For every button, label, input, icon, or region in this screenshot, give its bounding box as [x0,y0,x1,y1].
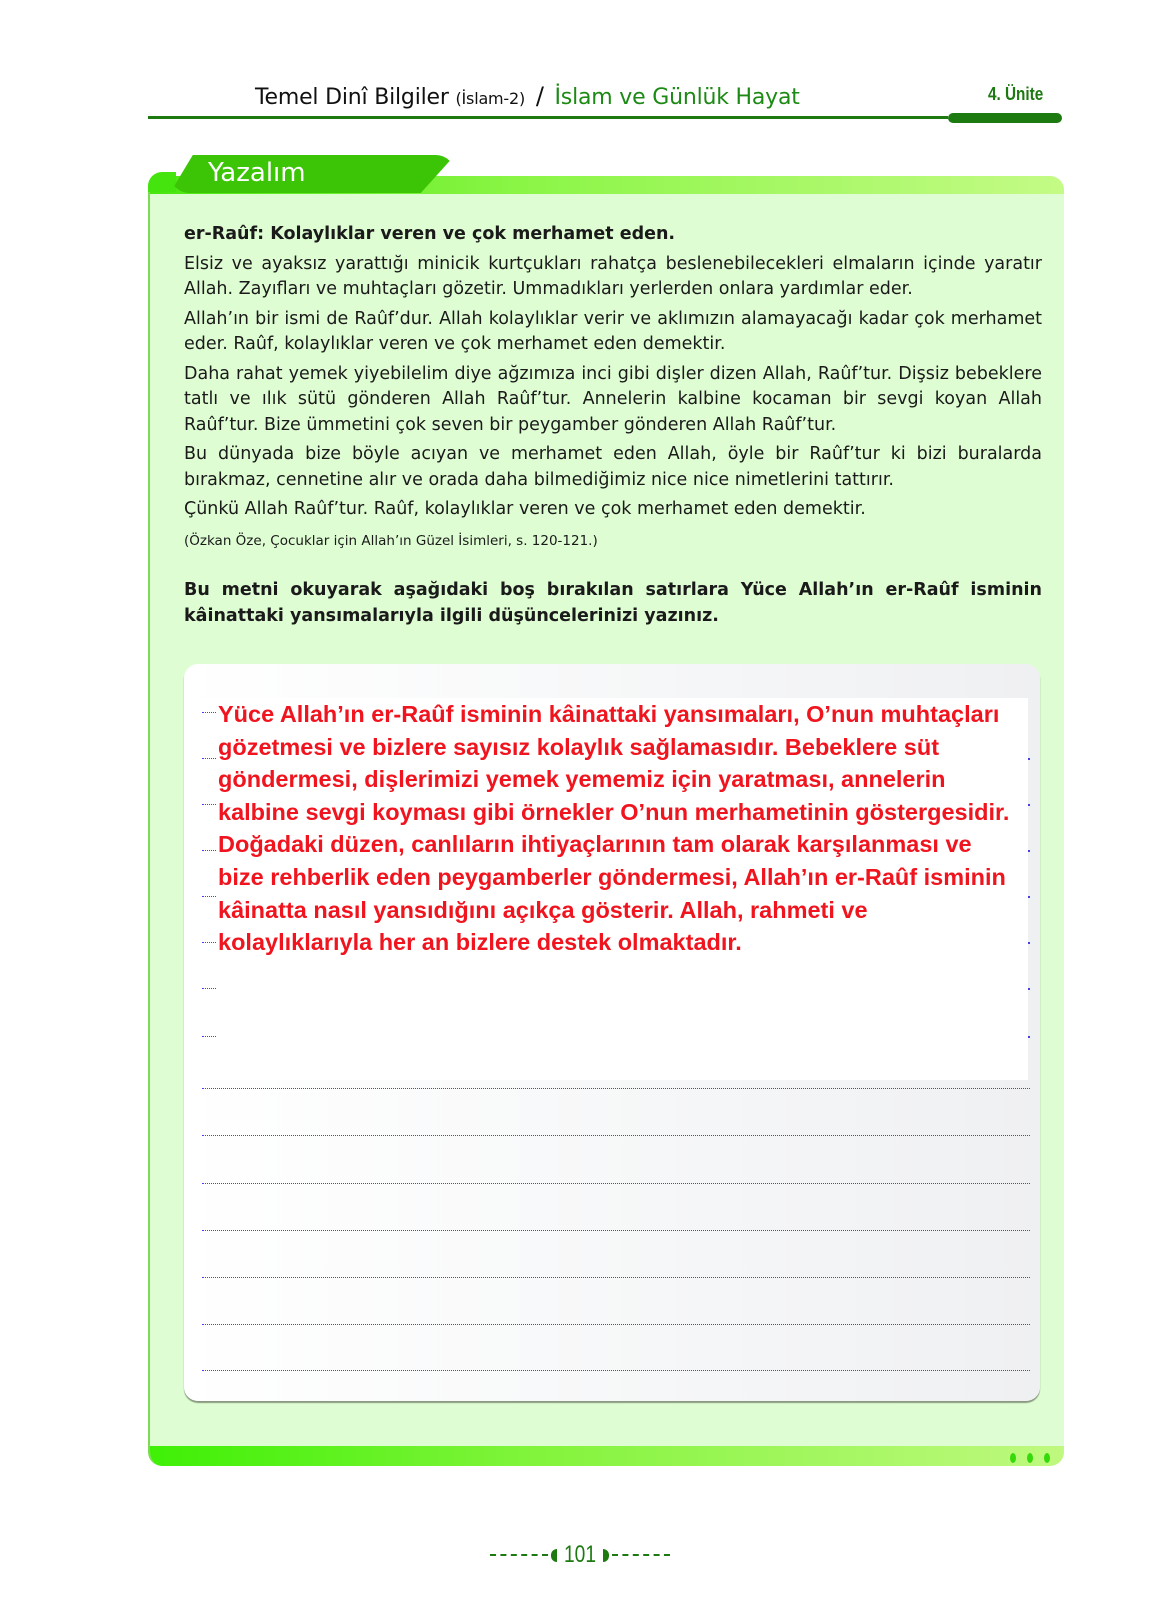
writing-line-end [1028,850,1030,852]
writing-line-end [1028,988,1030,990]
reading-paragraph: Daha rahat yemek yiyebilelim diye ağzımıza inci gibi dişler dizen Allah, Raûf’tur. Dişsiz bebeklere tatlı ve ılık sütü gönderen Allah Raûf’tur. Annelerin kalbine kocaman bir sevgi koyan Allah Raûf’tur. Bize ümmetini çok seven bir peygamber gönderen Allah Raûf’tur. [184,363,1042,435]
writing-line [202,1088,1030,1089]
writing-line [202,712,216,713]
dashed-line [612,1554,670,1556]
section-tab-label: Yazalım [208,158,306,188]
page-cap-left-icon [551,1549,557,1562]
page-cap-right-icon [603,1549,609,1562]
book-header [255,82,800,110]
writing-line [202,758,216,759]
decorative-dots-icon [1010,1453,1050,1463]
writing-line-end [1028,758,1030,760]
header-rule [148,116,948,119]
writing-line [202,1036,216,1037]
book-title: Temel Dinî Bilgiler [255,85,449,110]
writing-line [202,1277,1030,1278]
dashed-line [490,1554,548,1556]
book-subtitle: (İslam-2) [455,89,526,108]
writing-line [202,850,216,851]
chapter-title: İslam ve Günlük Hayat [554,85,800,110]
writing-line [202,988,216,989]
writing-line [202,1370,1030,1371]
writing-line-end [1028,896,1030,898]
page-number-footer [490,1540,670,1570]
reading-paragraph: Elsiz ve ayaksız yarattığı minicik kurtçukları rahatça beslenebilecekleri elmaların içinde yaratır Allah. Zayıfları ve muhtaçları gözetir. Ummadıkları yerlerden onlara yardımlar eder. [184,253,1042,299]
writing-line-end [1028,804,1030,806]
reading-paragraph: Bu dünyada bize böyle acıyan ve merhamet eden Allah, öyle bir Raûf’tur ki bizi buralarda bırakmaz, cennetine alır ve orada daha bilmediğimiz nice nice nimetlerini tattırır. [184,444,1042,490]
header-separator: / [535,82,544,110]
reading-passage [184,222,1042,633]
writing-line-end [1028,1036,1030,1038]
writing-line [202,1230,1030,1231]
writing-line [202,896,216,897]
instruction-question: Bu metni okuyarak aşağıdaki boş bırakılan satırlara Yüce Allah’ın er-Raûf isminin kâinattaki yansımalarıyla ilgili düşüncelerinizi yazınız. [184,580,1042,626]
writing-line [202,1183,1030,1184]
panel-bottom-bar [150,1446,1064,1466]
header-rule-pill [948,113,1062,123]
writing-line [202,942,216,943]
writing-line [202,1324,1030,1325]
reading-paragraph: Çünkü Allah Raûf’tur. Raûf, kolaylıklar veren ve çok merhamet eden demektir. [184,499,866,519]
reading-paragraph: Allah’ın bir ismi de Raûf’dur. Allah kolaylıklar verir ve aklımızın alamayacağı kadar çok merhamet eder. Raûf, kolaylıklar veren ve çok merhamet eden demektir. [184,308,1042,354]
reading-title: er-Raûf: Kolaylıklar veren ve çok merhamet eden. [184,224,676,244]
tab-left-accent [148,172,176,192]
citation: (Özkan Öze, Çocuklar için Allah’ın Güzel İsimleri, s. 120-121.) [184,532,598,549]
writing-line [202,1135,1030,1136]
unit-label: 4. Ünite [988,84,1044,104]
writing-line [202,804,216,805]
writing-line-end [1028,942,1030,944]
handwritten-answer[interactable]: Yüce Allah’ın er-Raûf isminin kâinattaki yansımaları, O’nun muhtaçları gözetmesi ve bizlere sayısız kolaylık sağlamasıdır. Bebeklere süt göndermesi, dişlerimizi yemek yememiz için yaratması, annelerin kalbine sevgi koyması gibi örnekler O’nun merhametinin göstergesidir. Doğadaki düzen, canlıların ihtiyaçlarının tam olarak karşılanması ve bize rehberlik eden peygamberler göndermesi, Allah’ın er-Raûf isminin kâinatta nasıl yansıdığını açıkça gösterir. Allah, rahmeti ve kolaylıklarıyla her an bizlere destek olmaktadır. [218,701,1010,956]
page-number: 101 [563,1541,597,1568]
